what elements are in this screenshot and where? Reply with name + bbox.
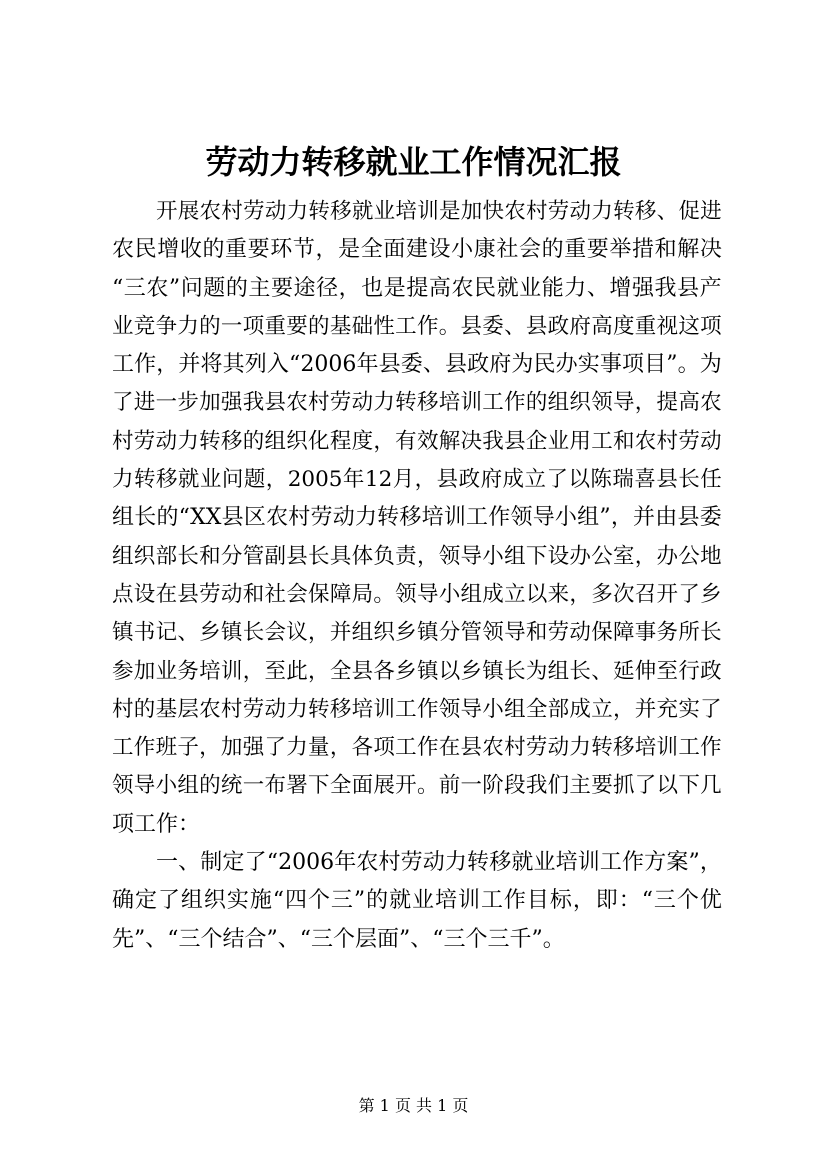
paragraph-line: 组 长 的 “ XX 县 区 农 村 劳 动 力 转 移 培 训 工 作 领 导 小 组 ” ， 并 由 县 委 (112, 505, 722, 531)
paragraph-line: 组 织 部 长 和 分 管 副 县 长 具 体 负 责 ， 领 导 小 组 下 设 办 公 室 ， 办 公 地 (112, 543, 722, 569)
paragraph-line: 业 竞 争 力 的 一 项 重 要 的 基 础 性 工 作 。 县 委 、 县 政 府 高 度 重 视 这 项 (112, 313, 722, 339)
paragraph-line: 确 定 了 组 织 实 施 “ 四 个 三 ” 的 就 业 培 训 工 作 目 标 ， 即 ： “ 三 个 优 (112, 888, 722, 914)
paragraph-line: 村 的 基 层 农 村 劳 动 力 转 移 培 训 工 作 领 导 小 组 全 部 成 立 ， 并 充 实 了 (112, 696, 722, 722)
paragraph-line: 力 转 移 就 业 问 题 ， 2005 年 12 月 ， 县 政 府 成 立 了 以 陈 瑞 喜 县 长 任 (112, 467, 722, 493)
paragraph-line: 领 导 小 组 的 统 一 布 署 下 全 面 展 开 。 前 一 阶 段 我 们 主 要 抓 了 以 下 几 (112, 773, 722, 799)
paragraph-line: 农 民 增 收 的 重 要 环 节 ， 是 全 面 建 设 小 康 社 会 的 重 要 举 措 和 解 决 (112, 237, 722, 263)
paragraph-line: 一 、 制 定 了 “ 2006 年 农 村 劳 动 力 转 移 就 业 培 训 工 作 方 案 ” ， (156, 850, 722, 876)
page-footer: 第 1 页 共 1 页 (358, 1096, 469, 1115)
document-title: 劳动力转移就业工作情况汇报 (205, 143, 622, 181)
paragraph-line: 参 加 业 务 培 训 ， 至 此 ， 全 县 各 乡 镇 以 乡 镇 长 为 组 长 、 延 伸 至 行 政 (112, 658, 722, 684)
paragraph-line: 项工作： (112, 811, 201, 837)
paragraph-line: “ 三 农 ” 问 题 的 主 要 途 径 ， 也 是 提 高 农 民 就 业 能 力 、 增 强 我 县 产 (112, 275, 722, 301)
paragraph-line: 先”、“三个结合”、“三个层面”、“三个三千”。 (112, 926, 565, 952)
paragraph-line: 工 作 班 子 ， 加 强 了 力 量 ， 各 项 工 作 在 县 农 村 劳 动 力 转 移 培 训 工 作 (112, 735, 722, 761)
paragraph-line: 了 进 一 步 加 强 我 县 农 村 劳 动 力 转 移 培 训 工 作 的 组 织 领 导 ， 提 高 农 (112, 390, 722, 416)
document-body (112, 193, 722, 959)
paragraph-line: 点 设 在 县 劳 动 和 社 会 保 障 局 。 领 导 小 组 成 立 以 来 ， 多 次 召 开 了 乡 (112, 581, 722, 607)
paragraph-line: 镇 书 记 、 乡 镇 长 会 议 ， 并 组 织 乡 镇 分 管 领 导 和 劳 动 保 障 事 务 所 长 (112, 620, 722, 646)
paragraph-line: 村 劳 动 力 转 移 的 组 织 化 程 度 ， 有 效 解 决 我 县 企 业 用 工 和 农 村 劳 动 (112, 428, 722, 454)
paragraph-line: 开 展 农 村 劳 动 力 转 移 就 业 培 训 是 加 快 农 村 劳 动 力 转 移 、 促 进 (156, 199, 722, 224)
paragraph-line: 工 作 ， 并 将 其 列 入 “ 2006 年 县 委 、 县 政 府 为 民 办 实 事 项 目 ” 。 为 (112, 352, 722, 378)
